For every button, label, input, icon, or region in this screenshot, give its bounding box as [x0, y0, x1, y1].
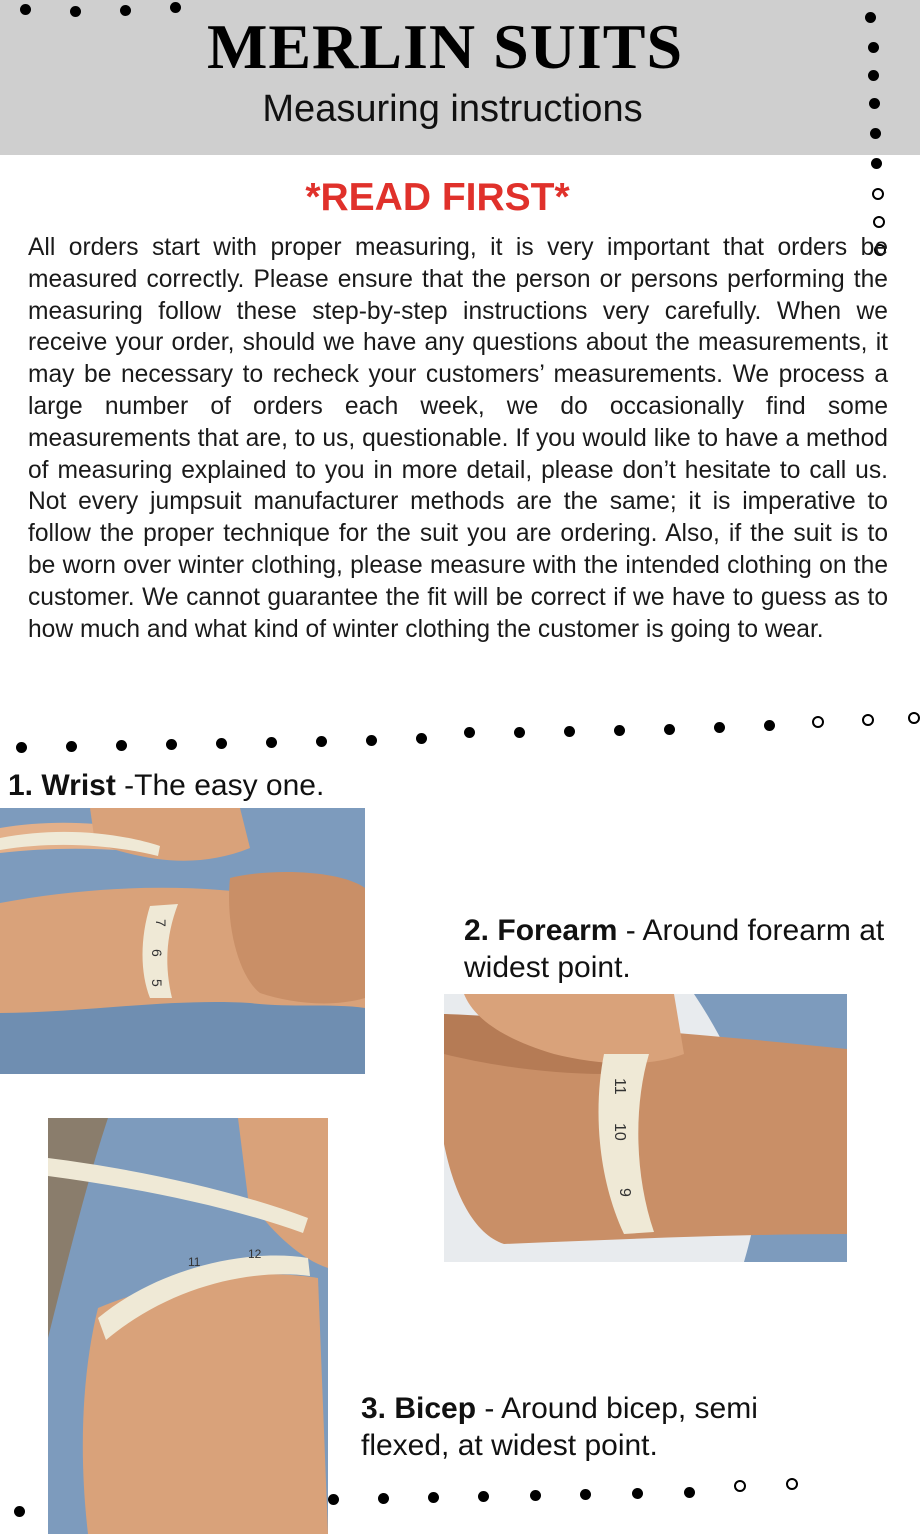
step-forearm-description: Around forearm at widest point. — [464, 914, 885, 984]
bicep-photo — [48, 1118, 328, 1534]
step-bicep-number: 3. — [361, 1392, 387, 1425]
wrist-photo — [0, 808, 365, 1074]
forearm-photo — [444, 994, 847, 1262]
step-wrist-description: The easy one. — [134, 769, 325, 802]
step-wrist-name: Wrist — [41, 769, 116, 802]
step-bicep-name: Bicep — [394, 1392, 477, 1425]
step-bicep-separator: - — [476, 1392, 502, 1425]
wrist-tape-mark-1: 7 — [153, 919, 169, 927]
page-subtitle: Measuring instructions — [262, 88, 643, 130]
forearm-tape-mark-2: 10 — [611, 1123, 628, 1141]
step-forearm-name: Forearm — [497, 914, 618, 947]
bicep-tape-mark-2: 12 — [248, 1247, 262, 1261]
read-first-heading: *READ FIRST* — [305, 176, 570, 219]
wrist-tape-mark-2: 6 — [149, 949, 165, 957]
step-wrist-separator: - — [115, 769, 135, 802]
forearm-tape-mark-3: 9 — [616, 1188, 633, 1197]
step-wrist-number: 1. — [8, 769, 34, 802]
step-forearm-label — [464, 912, 894, 986]
step-forearm-number: 2. — [464, 914, 490, 947]
bicep-tape-mark-1: 11 — [188, 1255, 201, 1269]
intro-paragraph: All orders start with proper measuring, it is very important that orders be measured correctly. Please ensure that the person or persons performing the measuring follow these step-by-step instructions very carefully. When we receive your order, should we have any questions about the measurements, it may be necessary to recheck your customers’ measurements. We process a large number of orders each week, we do occasionally find some measurements that are, to us, questionable. If you would like to have a method of measuring explained to you in more detail, please don’t hesitate to call us. Not every jumpsuit manufacturer methods are the same; it is imperative to follow the proper technique for the suit you are ordering. Also, if the suit is to be worn over winter clothing, please measure with the intended clothing on the customer. We cannot guarantee the fit will be correct if we have to guess as to how much and what kind of winter clothing the customer is going to wear. — [28, 234, 888, 643]
step-bicep-description: Around bicep, semi flexed, at widest point. — [361, 1392, 758, 1462]
step-forearm-separator: - — [617, 914, 643, 947]
step-bicep-label — [361, 1390, 821, 1464]
wrist-tape-mark-3: 5 — [149, 979, 165, 987]
page-title: MERLIN SUITS — [206, 11, 684, 82]
step-wrist-label — [8, 767, 408, 804]
forearm-tape-mark-1: 11 — [611, 1078, 628, 1095]
